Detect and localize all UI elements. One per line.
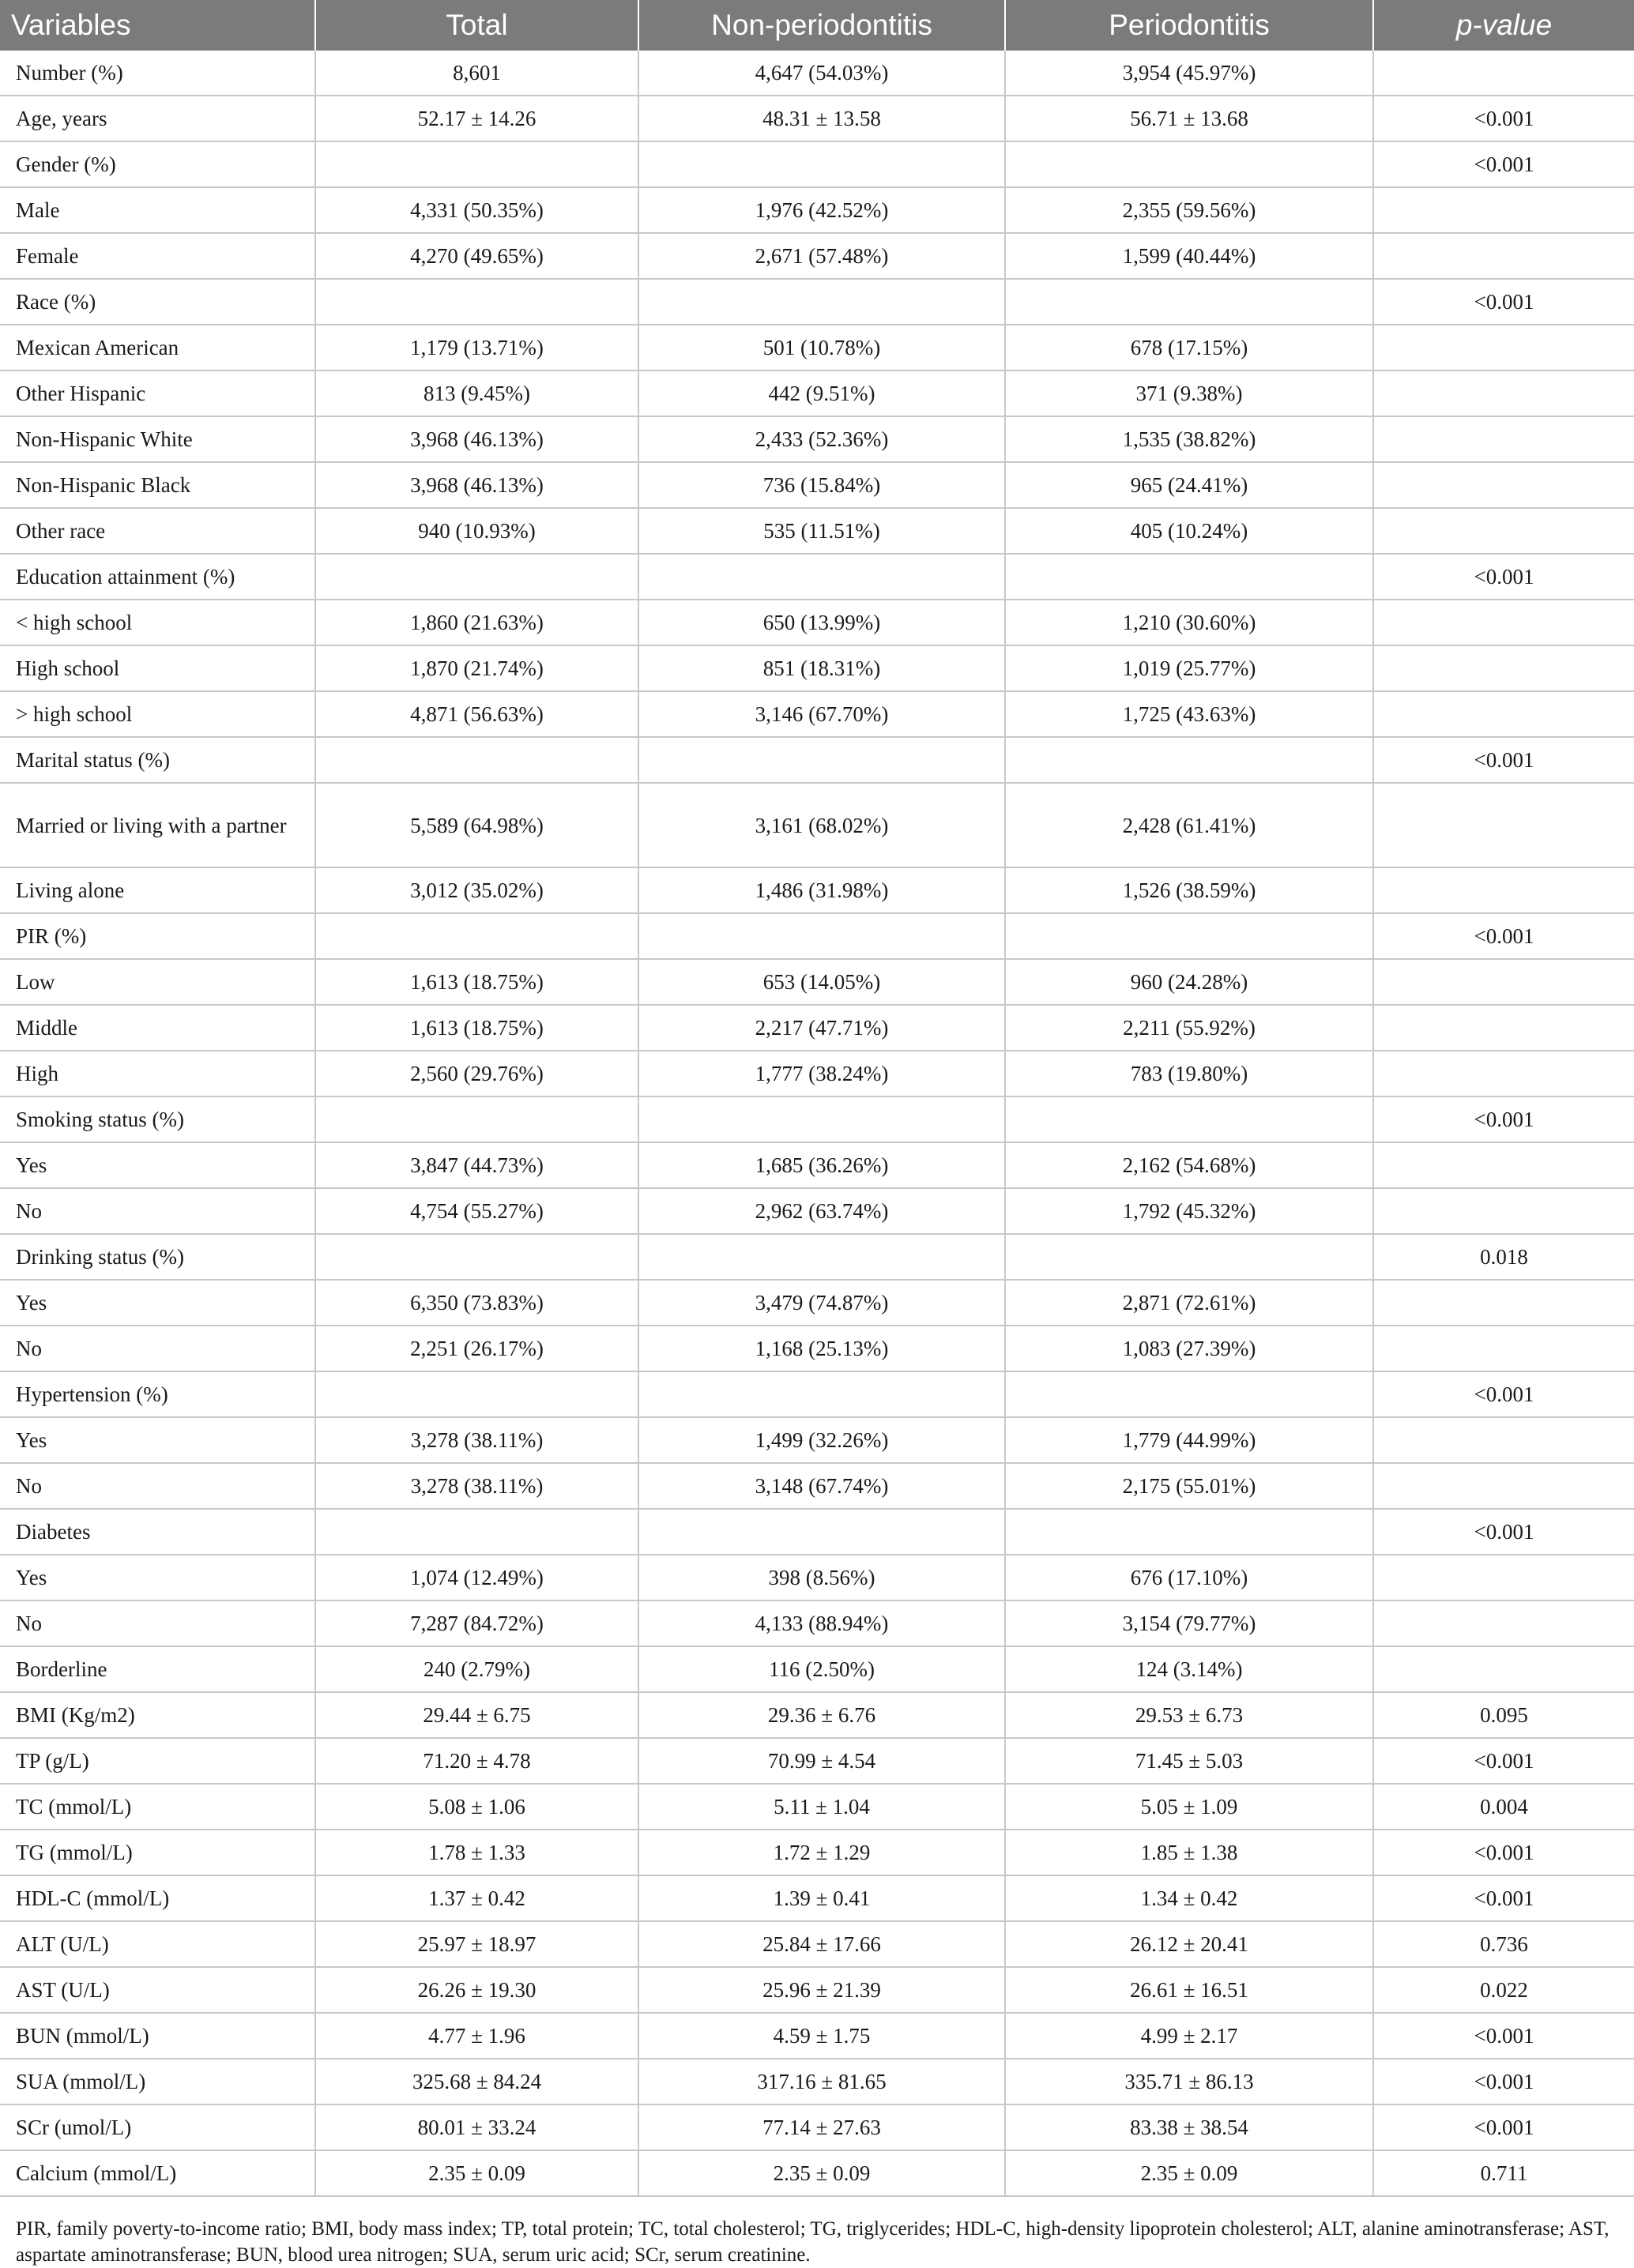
table-row bbox=[0, 1417, 1634, 1463]
total-cell: 3,278 (38.11%) bbox=[315, 1417, 638, 1463]
periodontitis-cell: 1,526 (38.59%) bbox=[1005, 867, 1373, 913]
total-cell: 6,350 (73.83%) bbox=[315, 1280, 638, 1326]
periodontitis-cell: 2.35 ± 0.09 bbox=[1005, 2150, 1373, 2196]
header-periodontitis: Periodontitis bbox=[1005, 0, 1373, 51]
non-periodontitis-cell: 4,133 (88.94%) bbox=[638, 1600, 1005, 1646]
p-value-cell bbox=[1373, 233, 1634, 279]
table-row bbox=[0, 279, 1634, 325]
p-value-cell: <0.001 bbox=[1373, 1830, 1634, 1875]
table-row bbox=[0, 1509, 1634, 1555]
periodontitis-cell: 26.12 ± 20.41 bbox=[1005, 1921, 1373, 1967]
p-value-cell bbox=[1373, 867, 1634, 913]
variable-cell: Hypertension (%) bbox=[0, 1371, 315, 1417]
p-value-cell bbox=[1373, 959, 1634, 1005]
total-cell: 1.78 ± 1.33 bbox=[315, 1830, 638, 1875]
table-row bbox=[0, 1692, 1634, 1738]
non-periodontitis-cell: 736 (15.84%) bbox=[638, 462, 1005, 508]
non-periodontitis-cell: 1,499 (32.26%) bbox=[638, 1417, 1005, 1463]
variable-cell: < high school bbox=[0, 600, 315, 645]
table-row bbox=[0, 462, 1634, 508]
variable-cell: Number (%) bbox=[0, 51, 315, 96]
header-p-value bbox=[1373, 0, 1634, 51]
table-row bbox=[0, 2150, 1634, 2196]
variable-cell: TG (mmol/L) bbox=[0, 1830, 315, 1875]
total-cell: 3,012 (35.02%) bbox=[315, 867, 638, 913]
periodontitis-cell bbox=[1005, 554, 1373, 600]
non-periodontitis-cell: 2,962 (63.74%) bbox=[638, 1188, 1005, 1234]
non-periodontitis-cell: 48.31 ± 13.58 bbox=[638, 96, 1005, 141]
variable-cell: HDL-C (mmol/L) bbox=[0, 1875, 315, 1921]
total-cell: 1,179 (13.71%) bbox=[315, 325, 638, 370]
table-row bbox=[0, 1371, 1634, 1417]
non-periodontitis-cell: 442 (9.51%) bbox=[638, 370, 1005, 416]
p-value-cell bbox=[1373, 187, 1634, 233]
header-p-value-label: p-value bbox=[1455, 9, 1553, 41]
variable-cell: Smoking status (%) bbox=[0, 1096, 315, 1142]
periodontitis-cell: 56.71 ± 13.68 bbox=[1005, 96, 1373, 141]
p-value-cell bbox=[1373, 462, 1634, 508]
non-periodontitis-cell bbox=[638, 279, 1005, 325]
periodontitis-cell: 1,019 (25.77%) bbox=[1005, 645, 1373, 691]
variable-cell: Yes bbox=[0, 1142, 315, 1188]
p-value-cell: <0.001 bbox=[1373, 1096, 1634, 1142]
table-row bbox=[0, 325, 1634, 370]
periodontitis-cell bbox=[1005, 1234, 1373, 1280]
periodontitis-cell: 26.61 ± 16.51 bbox=[1005, 1967, 1373, 2013]
non-periodontitis-cell: 2.35 ± 0.09 bbox=[638, 2150, 1005, 2196]
total-cell: 1,870 (21.74%) bbox=[315, 645, 638, 691]
periodontitis-cell: 965 (24.41%) bbox=[1005, 462, 1373, 508]
p-value-cell bbox=[1373, 1646, 1634, 1692]
non-periodontitis-cell: 77.14 ± 27.63 bbox=[638, 2104, 1005, 2150]
p-value-cell bbox=[1373, 1326, 1634, 1371]
table-footnote: PIR, family poverty-to-income ratio; BMI, body mass index; TP, total protein; TC, total cholesterol; TG, triglycerides; HDL-C, high-density lipoprotein cholesterol; ALT, alanine aminotransferase; AST, aspartate aminotransferase; BUN, blood urea nitrogen; SUA, serum uric acid; SCr, serum creatinine. bbox=[16, 2218, 1610, 2266]
non-periodontitis-cell: 650 (13.99%) bbox=[638, 600, 1005, 645]
total-cell bbox=[315, 141, 638, 187]
table-row bbox=[0, 1921, 1634, 1967]
non-periodontitis-cell bbox=[638, 1096, 1005, 1142]
periodontitis-cell: 1,779 (44.99%) bbox=[1005, 1417, 1373, 1463]
p-value-cell: 0.004 bbox=[1373, 1784, 1634, 1830]
periodontitis-cell: 676 (17.10%) bbox=[1005, 1555, 1373, 1600]
variable-cell: Yes bbox=[0, 1555, 315, 1600]
total-cell: 3,968 (46.13%) bbox=[315, 416, 638, 462]
total-cell bbox=[315, 554, 638, 600]
table-row bbox=[0, 1096, 1634, 1142]
periodontitis-cell: 1,083 (27.39%) bbox=[1005, 1326, 1373, 1371]
total-cell: 4,331 (50.35%) bbox=[315, 187, 638, 233]
table-row bbox=[0, 913, 1634, 959]
non-periodontitis-cell: 2,217 (47.71%) bbox=[638, 1005, 1005, 1051]
table-row bbox=[0, 1600, 1634, 1646]
periodontitis-cell: 1,792 (45.32%) bbox=[1005, 1188, 1373, 1234]
non-periodontitis-cell: 2,433 (52.36%) bbox=[638, 416, 1005, 462]
variable-cell: High school bbox=[0, 645, 315, 691]
periodontitis-cell: 83.38 ± 38.54 bbox=[1005, 2104, 1373, 2150]
variable-cell: Marital status (%) bbox=[0, 737, 315, 783]
variable-cell: Race (%) bbox=[0, 279, 315, 325]
non-periodontitis-cell: 116 (2.50%) bbox=[638, 1646, 1005, 1692]
non-periodontitis-cell: 4,647 (54.03%) bbox=[638, 51, 1005, 96]
total-cell: 240 (2.79%) bbox=[315, 1646, 638, 1692]
non-periodontitis-cell: 25.96 ± 21.39 bbox=[638, 1967, 1005, 2013]
non-periodontitis-cell: 2,671 (57.48%) bbox=[638, 233, 1005, 279]
variable-cell: > high school bbox=[0, 691, 315, 737]
non-periodontitis-cell bbox=[638, 554, 1005, 600]
variable-cell: Married or living with a partner bbox=[0, 783, 315, 867]
periodontitis-cell: 4.99 ± 2.17 bbox=[1005, 2013, 1373, 2059]
p-value-cell bbox=[1373, 1005, 1634, 1051]
non-periodontitis-cell: 5.11 ± 1.04 bbox=[638, 1784, 1005, 1830]
table-row bbox=[0, 233, 1634, 279]
non-periodontitis-cell bbox=[638, 1234, 1005, 1280]
total-cell: 80.01 ± 33.24 bbox=[315, 2104, 638, 2150]
total-cell: 2,251 (26.17%) bbox=[315, 1326, 638, 1371]
variable-cell: Female bbox=[0, 233, 315, 279]
table-row bbox=[0, 600, 1634, 645]
total-cell bbox=[315, 913, 638, 959]
table-row bbox=[0, 1188, 1634, 1234]
non-periodontitis-cell: 3,146 (67.70%) bbox=[638, 691, 1005, 737]
periodontitis-cell: 2,355 (59.56%) bbox=[1005, 187, 1373, 233]
non-periodontitis-cell: 1,685 (36.26%) bbox=[638, 1142, 1005, 1188]
non-periodontitis-cell: 653 (14.05%) bbox=[638, 959, 1005, 1005]
table-row bbox=[0, 1738, 1634, 1784]
variable-cell: Non-Hispanic White bbox=[0, 416, 315, 462]
total-cell: 940 (10.93%) bbox=[315, 508, 638, 554]
periodontitis-cell: 1,535 (38.82%) bbox=[1005, 416, 1373, 462]
table-row bbox=[0, 1005, 1634, 1051]
variable-cell: Living alone bbox=[0, 867, 315, 913]
total-cell bbox=[315, 1371, 638, 1417]
non-periodontitis-cell: 851 (18.31%) bbox=[638, 645, 1005, 691]
table-row bbox=[0, 187, 1634, 233]
variable-cell: Borderline bbox=[0, 1646, 315, 1692]
total-cell: 3,968 (46.13%) bbox=[315, 462, 638, 508]
periodontitis-cell bbox=[1005, 279, 1373, 325]
p-value-cell: <0.001 bbox=[1373, 2059, 1634, 2104]
non-periodontitis-cell: 1,976 (42.52%) bbox=[638, 187, 1005, 233]
variable-cell: Yes bbox=[0, 1417, 315, 1463]
non-periodontitis-cell: 317.16 ± 81.65 bbox=[638, 2059, 1005, 2104]
p-value-cell bbox=[1373, 1463, 1634, 1509]
periodontitis-cell: 2,162 (54.68%) bbox=[1005, 1142, 1373, 1188]
p-value-cell bbox=[1373, 1051, 1634, 1096]
variable-cell: Middle bbox=[0, 1005, 315, 1051]
table-row bbox=[0, 867, 1634, 913]
total-cell: 4.77 ± 1.96 bbox=[315, 2013, 638, 2059]
p-value-cell bbox=[1373, 783, 1634, 867]
variable-cell: Education attainment (%) bbox=[0, 554, 315, 600]
periodontitis-cell: 783 (19.80%) bbox=[1005, 1051, 1373, 1096]
periodontitis-cell bbox=[1005, 1371, 1373, 1417]
periodontitis-cell: 2,871 (72.61%) bbox=[1005, 1280, 1373, 1326]
p-value-cell bbox=[1373, 1555, 1634, 1600]
periodontitis-cell: 678 (17.15%) bbox=[1005, 325, 1373, 370]
table-row bbox=[0, 554, 1634, 600]
header-row bbox=[0, 0, 1634, 51]
total-cell bbox=[315, 1234, 638, 1280]
total-cell: 2,560 (29.76%) bbox=[315, 1051, 638, 1096]
variable-cell: TC (mmol/L) bbox=[0, 1784, 315, 1830]
non-periodontitis-cell: 398 (8.56%) bbox=[638, 1555, 1005, 1600]
p-value-cell bbox=[1373, 508, 1634, 554]
table-row bbox=[0, 416, 1634, 462]
table-row bbox=[0, 1967, 1634, 2013]
non-periodontitis-cell: 1,168 (25.13%) bbox=[638, 1326, 1005, 1371]
total-cell: 8,601 bbox=[315, 51, 638, 96]
variable-cell: BUN (mmol/L) bbox=[0, 2013, 315, 2059]
total-cell bbox=[315, 1509, 638, 1555]
table-row bbox=[0, 1875, 1634, 1921]
table-row bbox=[0, 141, 1634, 187]
variable-cell: Mexican American bbox=[0, 325, 315, 370]
p-value-cell: <0.001 bbox=[1373, 279, 1634, 325]
total-cell: 1,613 (18.75%) bbox=[315, 1005, 638, 1051]
total-cell: 4,270 (49.65%) bbox=[315, 233, 638, 279]
table-row bbox=[0, 2059, 1634, 2104]
non-periodontitis-cell bbox=[638, 1509, 1005, 1555]
non-periodontitis-cell: 3,148 (67.74%) bbox=[638, 1463, 1005, 1509]
total-cell bbox=[315, 279, 638, 325]
total-cell: 52.17 ± 14.26 bbox=[315, 96, 638, 141]
variable-cell: Other race bbox=[0, 508, 315, 554]
table-row bbox=[0, 783, 1634, 867]
variable-cell: Calcium (mmol/L) bbox=[0, 2150, 315, 2196]
non-periodontitis-cell bbox=[638, 913, 1005, 959]
p-value-cell bbox=[1373, 1142, 1634, 1188]
periodontitis-cell: 124 (3.14%) bbox=[1005, 1646, 1373, 1692]
variable-cell: Gender (%) bbox=[0, 141, 315, 187]
p-value-cell: <0.001 bbox=[1373, 96, 1634, 141]
table-row bbox=[0, 1830, 1634, 1875]
variable-cell: AST (U/L) bbox=[0, 1967, 315, 2013]
variable-cell: Low bbox=[0, 959, 315, 1005]
total-cell: 2.35 ± 0.09 bbox=[315, 2150, 638, 2196]
non-periodontitis-cell: 70.99 ± 4.54 bbox=[638, 1738, 1005, 1784]
non-periodontitis-cell: 1.72 ± 1.29 bbox=[638, 1830, 1005, 1875]
total-cell: 325.68 ± 84.24 bbox=[315, 2059, 638, 2104]
variable-cell: Drinking status (%) bbox=[0, 1234, 315, 1280]
table-row bbox=[0, 1051, 1634, 1096]
table-row bbox=[0, 1142, 1634, 1188]
p-value-cell bbox=[1373, 1280, 1634, 1326]
table-row bbox=[0, 1326, 1634, 1371]
table-row bbox=[0, 51, 1634, 96]
total-cell: 29.44 ± 6.75 bbox=[315, 1692, 638, 1738]
variable-cell: PIR (%) bbox=[0, 913, 315, 959]
variable-cell: Yes bbox=[0, 1280, 315, 1326]
table-row bbox=[0, 1784, 1634, 1830]
variable-cell: Other Hispanic bbox=[0, 370, 315, 416]
p-value-cell bbox=[1373, 370, 1634, 416]
total-cell: 1,074 (12.49%) bbox=[315, 1555, 638, 1600]
total-cell: 5.08 ± 1.06 bbox=[315, 1784, 638, 1830]
non-periodontitis-cell bbox=[638, 141, 1005, 187]
periodontitis-cell: 960 (24.28%) bbox=[1005, 959, 1373, 1005]
periodontitis-cell: 1,210 (30.60%) bbox=[1005, 600, 1373, 645]
total-cell: 813 (9.45%) bbox=[315, 370, 638, 416]
p-value-cell: 0.022 bbox=[1373, 1967, 1634, 2013]
table-row bbox=[0, 508, 1634, 554]
table-row bbox=[0, 2104, 1634, 2150]
table-row bbox=[0, 1280, 1634, 1326]
variable-cell: SCr (umol/L) bbox=[0, 2104, 315, 2150]
periodontitis-cell: 1,725 (43.63%) bbox=[1005, 691, 1373, 737]
periodontitis-cell: 2,211 (55.92%) bbox=[1005, 1005, 1373, 1051]
p-value-cell: <0.001 bbox=[1373, 1738, 1634, 1784]
periodontitis-cell: 2,175 (55.01%) bbox=[1005, 1463, 1373, 1509]
periodontitis-cell: 3,154 (79.77%) bbox=[1005, 1600, 1373, 1646]
total-cell: 71.20 ± 4.78 bbox=[315, 1738, 638, 1784]
variable-cell: BMI (Kg/m2) bbox=[0, 1692, 315, 1738]
p-value-cell bbox=[1373, 51, 1634, 96]
periodontitis-cell: 1.85 ± 1.38 bbox=[1005, 1830, 1373, 1875]
p-value-cell: <0.001 bbox=[1373, 1875, 1634, 1921]
p-value-cell: <0.001 bbox=[1373, 2104, 1634, 2150]
non-periodontitis-cell: 501 (10.78%) bbox=[638, 325, 1005, 370]
non-periodontitis-cell: 1,777 (38.24%) bbox=[638, 1051, 1005, 1096]
header-non-periodontitis: Non-periodontitis bbox=[638, 0, 1005, 51]
non-periodontitis-cell: 3,479 (74.87%) bbox=[638, 1280, 1005, 1326]
p-value-cell bbox=[1373, 416, 1634, 462]
total-cell: 7,287 (84.72%) bbox=[315, 1600, 638, 1646]
non-periodontitis-cell: 1,486 (31.98%) bbox=[638, 867, 1005, 913]
p-value-cell bbox=[1373, 645, 1634, 691]
table-body bbox=[0, 51, 1634, 2196]
table-row bbox=[0, 2013, 1634, 2059]
p-value-cell bbox=[1373, 691, 1634, 737]
table-row bbox=[0, 645, 1634, 691]
total-cell: 1.37 ± 0.42 bbox=[315, 1875, 638, 1921]
non-periodontitis-cell: 25.84 ± 17.66 bbox=[638, 1921, 1005, 1967]
variable-cell: Age, years bbox=[0, 96, 315, 141]
variable-cell: Diabetes bbox=[0, 1509, 315, 1555]
table-row bbox=[0, 370, 1634, 416]
non-periodontitis-cell: 4.59 ± 1.75 bbox=[638, 2013, 1005, 2059]
non-periodontitis-cell: 1.39 ± 0.41 bbox=[638, 1875, 1005, 1921]
periodontitis-cell: 71.45 ± 5.03 bbox=[1005, 1738, 1373, 1784]
variable-cell: No bbox=[0, 1326, 315, 1371]
non-periodontitis-cell: 29.36 ± 6.76 bbox=[638, 1692, 1005, 1738]
table-row bbox=[0, 1234, 1634, 1280]
periodontitis-cell: 371 (9.38%) bbox=[1005, 370, 1373, 416]
periodontitis-cell: 29.53 ± 6.73 bbox=[1005, 1692, 1373, 1738]
p-value-cell bbox=[1373, 1417, 1634, 1463]
periodontitis-cell bbox=[1005, 913, 1373, 959]
variable-cell: ALT (U/L) bbox=[0, 1921, 315, 1967]
total-cell: 26.26 ± 19.30 bbox=[315, 1967, 638, 2013]
header-total: Total bbox=[315, 0, 638, 51]
periodontitis-cell: 3,954 (45.97%) bbox=[1005, 51, 1373, 96]
periodontitis-cell bbox=[1005, 1096, 1373, 1142]
total-cell bbox=[315, 737, 638, 783]
variable-cell: TP (g/L) bbox=[0, 1738, 315, 1784]
total-cell bbox=[315, 1096, 638, 1142]
periodontitis-cell: 1.34 ± 0.42 bbox=[1005, 1875, 1373, 1921]
variable-cell: Non-Hispanic Black bbox=[0, 462, 315, 508]
p-value-cell: <0.001 bbox=[1373, 1371, 1634, 1417]
periodontitis-cell bbox=[1005, 737, 1373, 783]
p-value-cell bbox=[1373, 1188, 1634, 1234]
total-cell: 5,589 (64.98%) bbox=[315, 783, 638, 867]
variable-cell: High bbox=[0, 1051, 315, 1096]
p-value-cell: 0.711 bbox=[1373, 2150, 1634, 2196]
p-value-cell: <0.001 bbox=[1373, 554, 1634, 600]
p-value-cell bbox=[1373, 325, 1634, 370]
p-value-cell: 0.095 bbox=[1373, 1692, 1634, 1738]
table-row bbox=[0, 1555, 1634, 1600]
total-cell: 3,847 (44.73%) bbox=[315, 1142, 638, 1188]
table-row bbox=[0, 1646, 1634, 1692]
p-value-cell: 0.018 bbox=[1373, 1234, 1634, 1280]
p-value-cell: <0.001 bbox=[1373, 1509, 1634, 1555]
total-cell: 4,754 (55.27%) bbox=[315, 1188, 638, 1234]
p-value-cell bbox=[1373, 600, 1634, 645]
periodontitis-cell: 2,428 (61.41%) bbox=[1005, 783, 1373, 867]
non-periodontitis-cell: 535 (11.51%) bbox=[638, 508, 1005, 554]
total-cell: 1,860 (21.63%) bbox=[315, 600, 638, 645]
periodontitis-cell: 335.71 ± 86.13 bbox=[1005, 2059, 1373, 2104]
table-header bbox=[0, 0, 1634, 51]
p-value-cell: <0.001 bbox=[1373, 2013, 1634, 2059]
table-row bbox=[0, 959, 1634, 1005]
variable-cell: Male bbox=[0, 187, 315, 233]
table-row bbox=[0, 737, 1634, 783]
periodontitis-cell bbox=[1005, 1509, 1373, 1555]
total-cell: 25.97 ± 18.97 bbox=[315, 1921, 638, 1967]
periodontitis-cell: 1,599 (40.44%) bbox=[1005, 233, 1373, 279]
p-value-cell bbox=[1373, 1600, 1634, 1646]
total-cell: 3,278 (38.11%) bbox=[315, 1463, 638, 1509]
table-row bbox=[0, 1463, 1634, 1509]
table-row bbox=[0, 691, 1634, 737]
non-periodontitis-cell: 3,161 (68.02%) bbox=[638, 783, 1005, 867]
non-periodontitis-cell bbox=[638, 737, 1005, 783]
variable-cell: SUA (mmol/L) bbox=[0, 2059, 315, 2104]
total-cell: 4,871 (56.63%) bbox=[315, 691, 638, 737]
periodontitis-cell: 405 (10.24%) bbox=[1005, 508, 1373, 554]
non-periodontitis-cell bbox=[638, 1371, 1005, 1417]
header-variables: Variables bbox=[0, 0, 315, 51]
p-value-cell: 0.736 bbox=[1373, 1921, 1634, 1967]
variable-cell: No bbox=[0, 1600, 315, 1646]
total-cell: 1,613 (18.75%) bbox=[315, 959, 638, 1005]
p-value-cell: <0.001 bbox=[1373, 913, 1634, 959]
p-value-cell: <0.001 bbox=[1373, 737, 1634, 783]
table-row bbox=[0, 96, 1634, 141]
variable-cell: No bbox=[0, 1463, 315, 1509]
p-value-cell: <0.001 bbox=[1373, 141, 1634, 187]
periodontitis-cell: 5.05 ± 1.09 bbox=[1005, 1784, 1373, 1830]
periodontitis-cell bbox=[1005, 141, 1373, 187]
variable-cell: No bbox=[0, 1188, 315, 1234]
